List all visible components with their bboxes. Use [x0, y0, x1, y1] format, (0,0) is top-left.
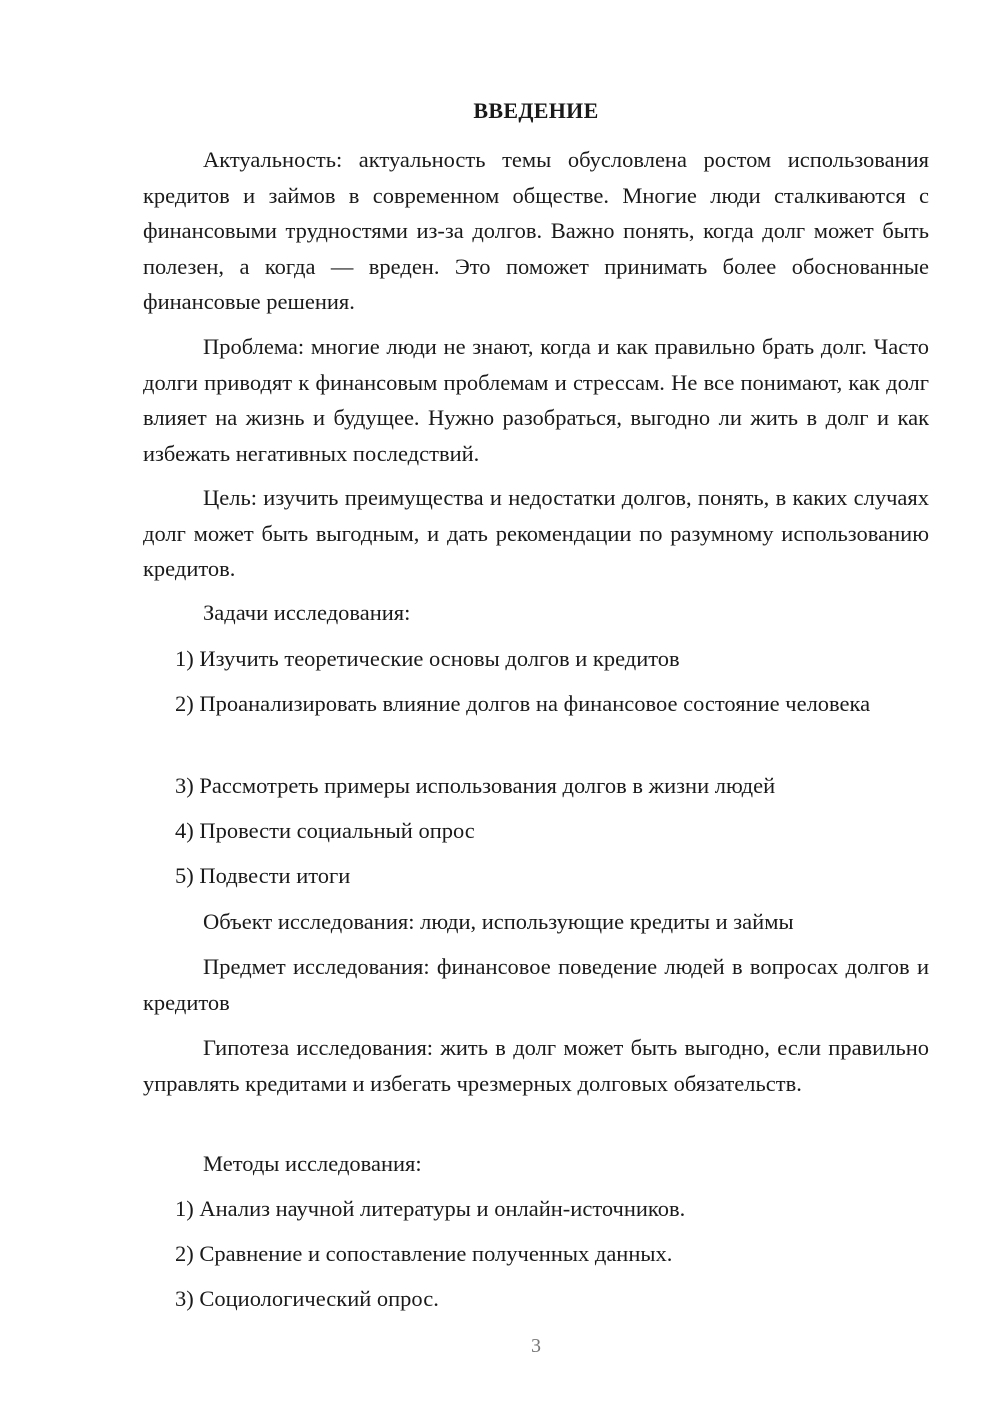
task-item-4: 4) Провести социальный опрос [175, 818, 475, 843]
methods-heading: Методы исследования: [203, 1151, 422, 1176]
task-item-2: 2) Проанализировать влияние долгов на финансовое состояние человека [175, 691, 871, 716]
paragraph-hypothesis: Гипотеза исследования: жить в долг может быть выгодно, если правильно управлять кредитами и избегать чрезмерных долговых обязательств. [143, 1035, 929, 1096]
paragraph-object: Объект исследования: люди, использующие кредиты и займы [203, 909, 794, 934]
method-item-1: 1) Анализ научной литературы и онлайн-источников. [175, 1196, 686, 1221]
tasks-heading: Задачи исследования: [203, 600, 411, 625]
page-number: 3 [531, 1335, 541, 1357]
task-item-3: 3) Рассмотреть примеры использования долгов в жизни людей [175, 773, 776, 798]
paragraph-goal: Цель: изучить преимущества и недостатки долгов, понять, в каких случаях долг может быть выгодным, и дать рекомендации по разумному использованию кредитов. [143, 485, 929, 581]
method-item-2: 2) Сравнение и сопоставление полученных данных. [175, 1241, 673, 1266]
section-title: ВВЕДЕНИЕ [473, 98, 599, 123]
paragraph-relevance: Актуальность: актуальность темы обусловлена ростом использования кредитов и займов в современном обществе. Многие люди сталкиваются с финансовыми трудностями из-за долгов. Важно понять, когда долг может быть полезен, а когда — вреден. Это поможет принимать более обоснованные финансовые решения. [143, 147, 929, 314]
method-item-3: 3) Социологический опрос. [175, 1286, 439, 1311]
paragraph-problem: Проблема: многие люди не знают, когда и как правильно брать долг. Часто долги приводят к финансовым проблемам и стрессам. Не все понимают, как долг влияет на жизнь и будущее. Нужно разобраться, выгодно ли жить в долг и как избежать негативных последствий. [143, 334, 929, 466]
task-item-5: 5) Подвести итоги [175, 863, 351, 888]
task-item-1: 1) Изучить теоретические основы долгов и кредитов [175, 646, 680, 671]
paragraph-subject: Предмет исследования: финансовое поведение людей в вопросах долгов и кредитов [143, 954, 929, 1015]
